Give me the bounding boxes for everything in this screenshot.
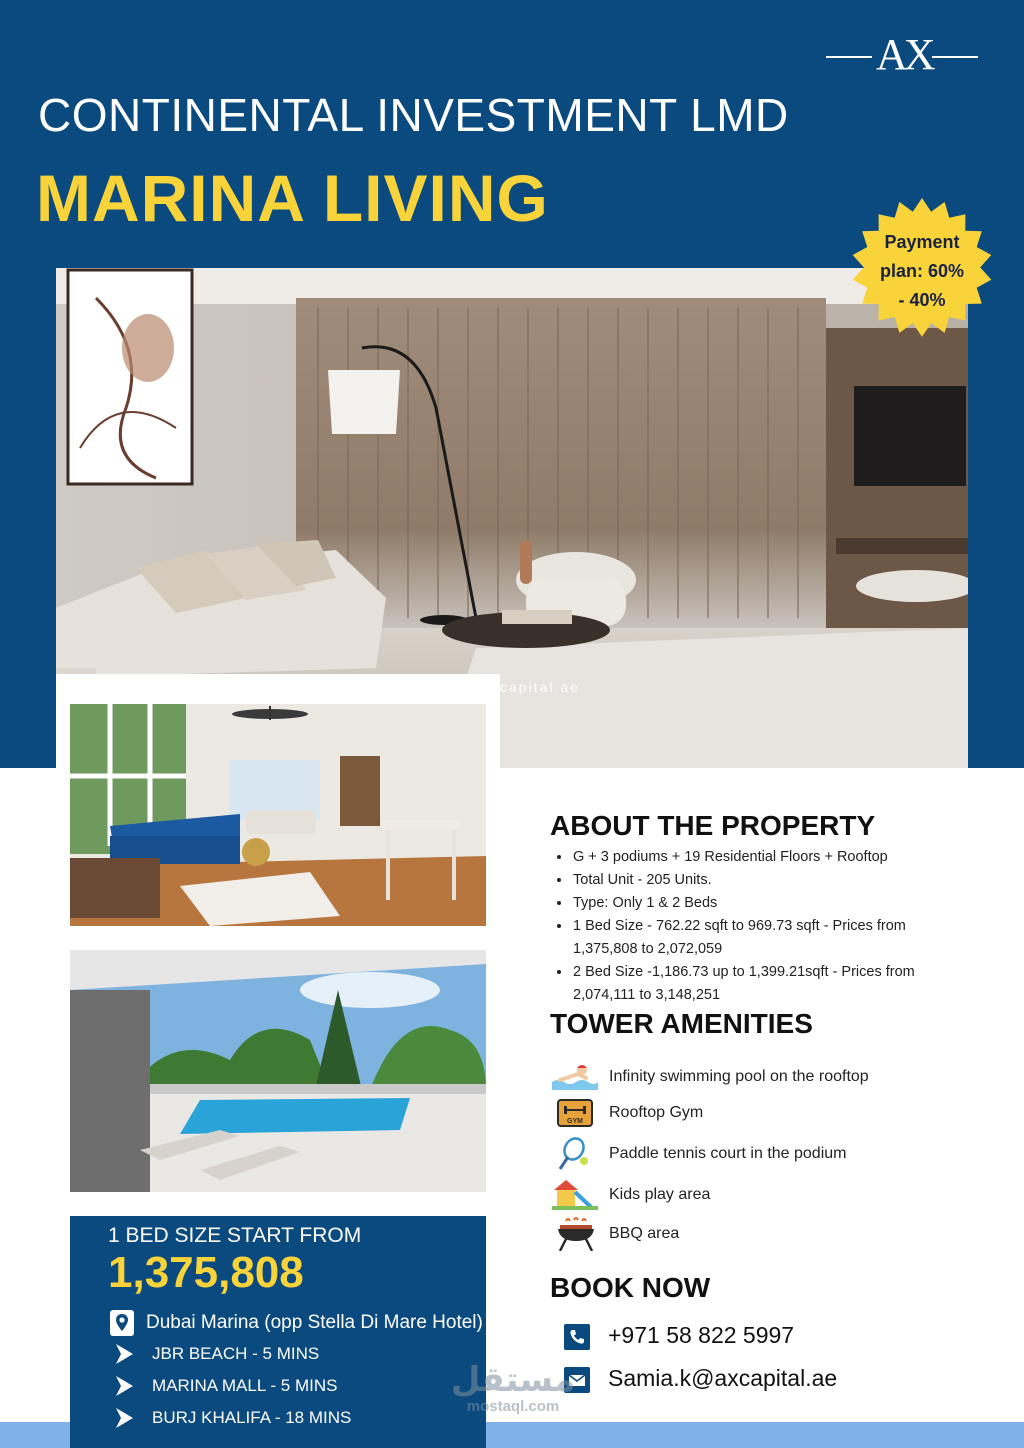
logo-mark: AX [876, 30, 932, 79]
about-list [550, 846, 972, 1007]
logo-line-left [826, 56, 872, 58]
project-title: MARINA LIVING [36, 161, 549, 235]
phone-number[interactable]: +971 58 822 5997 [608, 1322, 795, 1348]
amenity-label: BBQ area [609, 1225, 680, 1242]
playground-icon [552, 1178, 598, 1212]
location-text: Dubai Marina (opp Stella Di Mare Hotel) [146, 1312, 483, 1333]
price-box [70, 1216, 486, 1448]
hero-watermark: capital.ae [500, 679, 580, 695]
about-heading: ABOUT THE PROPERTY [550, 810, 876, 841]
about-item: • Type: Only 1 & 2 Beds [572, 892, 972, 915]
watermark-latin: mostaql.com [466, 1398, 560, 1415]
payment-plan-line: Payment [884, 232, 960, 252]
navigation-arrow-icon [114, 1375, 134, 1397]
site-watermark [450, 1360, 576, 1420]
phone-icon [564, 1324, 590, 1350]
navigation-arrow-icon [114, 1407, 134, 1429]
about-item: • 2 Bed Size -1,186.73 up to 1,399.21sqft - Prices from 2,074,111 to 3,148,251 [572, 961, 972, 1007]
company-name: CONTINENTAL INVESTMENT LMD [38, 89, 789, 141]
amenity-label: Infinity swimming pool on the rooftop [609, 1068, 869, 1085]
amenity-label: Paddle tennis court in the podium [609, 1145, 847, 1162]
price-label: 1 BED SIZE START FROM [108, 1224, 362, 1247]
email-address[interactable]: Samia.k@axcapital.ae [608, 1365, 838, 1391]
price-value: 1,375,808 [108, 1248, 304, 1297]
about-item: • G + 3 podiums + 19 Residential Floors + Rooftop [572, 846, 972, 869]
tennis-racket-icon [552, 1137, 598, 1171]
payment-plan-badge [844, 190, 1000, 346]
about-item: • Total Unit - 205 Units. [572, 869, 972, 892]
bright-living-room-image [70, 686, 486, 926]
logo-line-right [932, 56, 978, 58]
distance-text: MARINA MALL - 5 MINS [152, 1376, 338, 1395]
swimmer-icon [552, 1060, 598, 1094]
svg-text:GYM: GYM [567, 1118, 583, 1125]
amenity-label: Kids play area [609, 1186, 711, 1203]
watermark-arabic: مستقل [450, 1360, 576, 1400]
payment-plan-text [864, 228, 980, 315]
distance-text: BURJ KHALIFA - 18 MINS [152, 1408, 352, 1427]
distance-text: JBR BEACH - 5 MINS [152, 1344, 320, 1363]
pool-terrace-image [70, 950, 486, 1192]
amenities-heading: TOWER AMENITIES [550, 1008, 813, 1039]
payment-plan-line: plan: 60% [879, 261, 965, 281]
bbq-grill-icon [552, 1217, 598, 1251]
book-now-heading: BOOK NOW [550, 1272, 711, 1303]
gym-sign-icon [552, 1096, 598, 1130]
amenity-label: Rooftop Gym [609, 1104, 704, 1121]
navigation-arrow-icon [114, 1343, 134, 1365]
about-item: • 1 Bed Size - 762.22 sqft to 969.73 sqft - Prices from 1,375,808 to 2,072,059 [572, 915, 972, 961]
payment-plan-line: - 40% [898, 290, 946, 310]
brand-logo [826, 30, 978, 80]
map-pin-icon [110, 1310, 134, 1336]
